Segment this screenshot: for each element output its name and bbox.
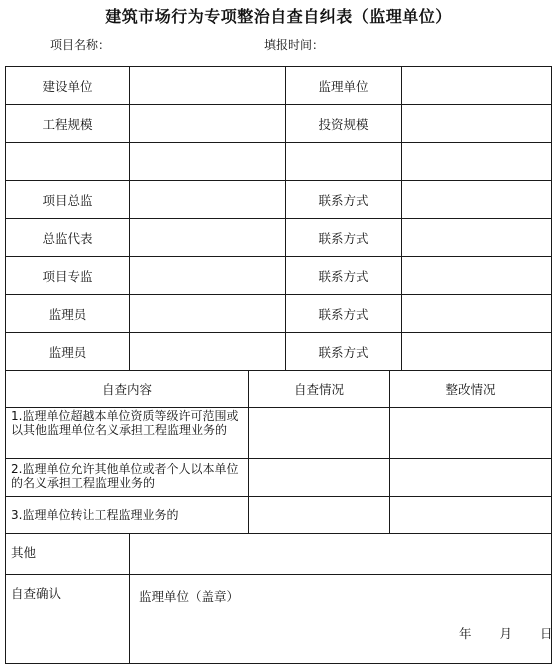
label-chief-rep: 总监代表 [42, 230, 93, 246]
header-check-status: 自查情况 [293, 382, 344, 397]
day-label: 日 [539, 626, 553, 641]
check-item-2: 2.监理单位允许其他单位或者个人以本单位的名义承担工程监理业务的 [11, 462, 239, 490]
label-contact-5: 联系方式 [318, 344, 369, 360]
label-investment-scale: 投资规模 [318, 116, 369, 132]
label-contact-1: 联系方式 [318, 192, 369, 208]
supervision-unit-seal: 监理单位（盖章） [139, 589, 240, 604]
label-blank-1 [6, 143, 129, 180]
header-rectify-status: 整改情况 [445, 382, 496, 397]
confirm-date [459, 624, 552, 642]
label-supervision-unit: 监理单位 [318, 78, 369, 94]
label-project-scale: 工程规模 [42, 116, 93, 132]
label-contact-4: 联系方式 [318, 306, 369, 322]
page-title: 建筑市场行为专项整治自查自纠表（监理单位） [105, 7, 452, 26]
year-label: 年 [459, 626, 472, 641]
check-item-1: 1.监理单位超越本单位资质等级许可范围或以其他监理单位名义承担工程监理业务的 [11, 409, 239, 437]
label-other: 其他 [11, 545, 37, 560]
label-specialist-supervisor: 项目专监 [42, 268, 93, 284]
label-blank-2 [286, 143, 401, 180]
label-supervisor-2: 监理员 [48, 344, 87, 360]
header-check-content: 自查内容 [101, 382, 152, 397]
check-item-3: 3.监理单位转让工程监理业务的 [11, 508, 179, 522]
label-construction-unit: 建设单位 [42, 78, 93, 94]
project-name-label: 项目名称： [50, 38, 111, 52]
label-contact-3: 联系方式 [318, 268, 369, 284]
label-contact-2: 联系方式 [318, 230, 369, 246]
month-label: 月 [499, 626, 512, 641]
label-chief-supervisor: 项目总监 [42, 192, 93, 208]
fill-date-label: 填报时间： [264, 38, 325, 52]
label-supervisor-1: 监理员 [48, 306, 87, 322]
label-self-check-confirm: 自查确认 [11, 586, 62, 601]
